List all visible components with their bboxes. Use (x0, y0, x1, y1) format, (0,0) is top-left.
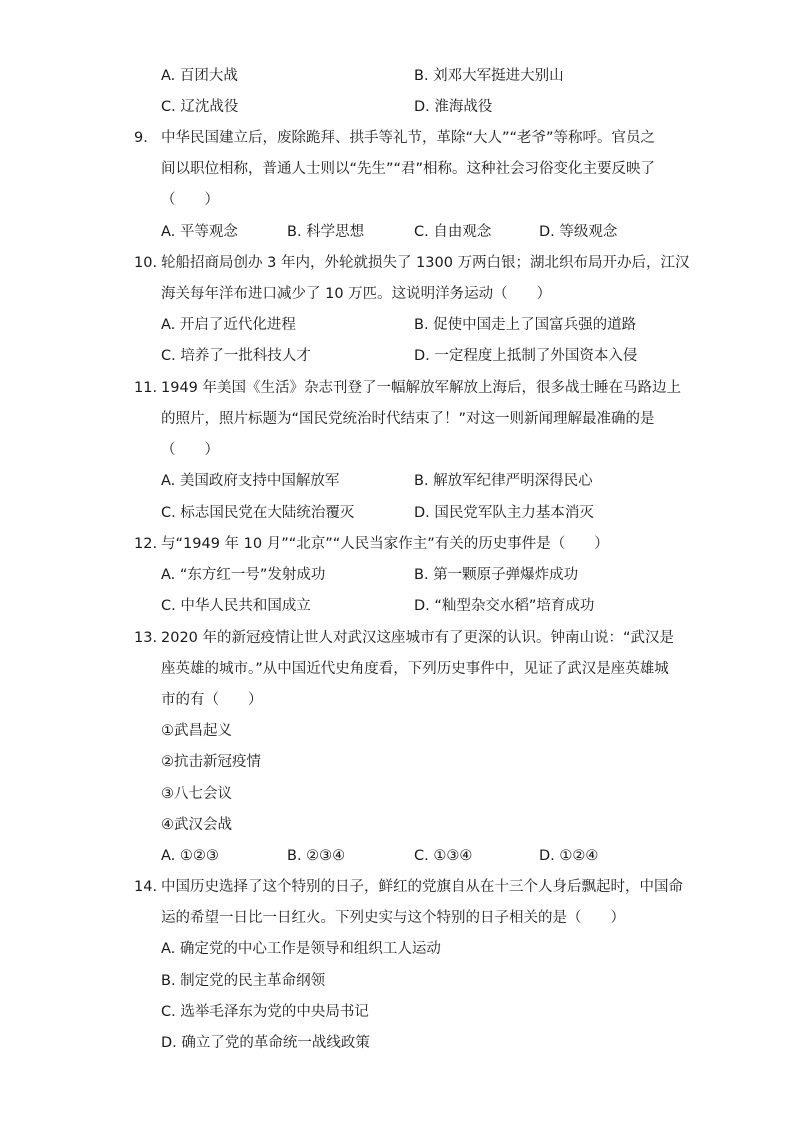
option-c[interactable]: C. 培养了一批科技人才 (161, 348, 311, 364)
option-b[interactable]: B. 科学思想 (287, 224, 365, 240)
question-text-line: 的照片，照片标题为“国民党统治时代结束了！”对这一则新闻理解最准确的是 (161, 411, 655, 427)
question-text-line: 市的有（ ） (161, 692, 263, 708)
option-a[interactable]: A. ①②③ (161, 848, 219, 864)
question-number: 12. (134, 536, 158, 552)
question-text-line: 中华民国建立后，废除跪拜、拱手等礼节，革除“大人”“老爷”等称呼。官员之 (161, 130, 656, 146)
question-number: 10. (134, 255, 158, 271)
option-a[interactable]: A. 确定党的中心工作是领导和组织工人运动 (161, 941, 441, 957)
question-number: 13. (134, 630, 158, 646)
option-c[interactable]: C. 标志国民党在大陆统治覆灭 (161, 505, 355, 521)
list-item: ③八七会议 (161, 786, 232, 802)
option-b[interactable]: B. 促使中国走上了国富兵强的道路 (414, 317, 637, 333)
option-d[interactable]: D. 一定程度上抵制了外国资本入侵 (414, 348, 638, 364)
question-text-line: 运的希望一日比一日红火。下列史实与这个特别的日子相关的是（ ） (161, 910, 625, 926)
option-c[interactable]: C. ①③④ (414, 848, 473, 864)
answer-blank: （ ） (161, 442, 219, 458)
option-b[interactable]: B. 解放军纪律严明深得民心 (414, 473, 593, 489)
option-d[interactable]: D. 淮海战役 (414, 99, 493, 115)
option-d[interactable]: D. 确立了党的革命统一战线政策 (161, 1035, 370, 1051)
option-b[interactable]: B. 刘邓大军挺进大别山 (414, 68, 564, 84)
question-text-line: 海关每年洋布进口减少了 10 万匹。这说明洋务运动（ ） (161, 286, 552, 302)
option-d[interactable]: D. 国民党军队主力基本消灭 (414, 505, 594, 521)
option-a[interactable]: A. 开启了近代化进程 (161, 317, 296, 333)
question-number: 14. (134, 879, 158, 895)
question-text-line: 座英雄的城市。”从中国近代史角度看，下列历史事件中，见证了武汉是座英雄城 (161, 661, 669, 677)
question-text-line: 1949 年美国《生活》杂志刊登了一幅解放军解放上海后，很多战士睡在马路边上 (161, 380, 682, 396)
list-item: ②抗击新冠疫情 (161, 754, 261, 770)
option-a[interactable]: A. “东方红一号”发射成功 (161, 567, 326, 583)
list-item: ④武汉会战 (161, 817, 232, 833)
option-d[interactable]: D. 等级观念 (539, 224, 618, 240)
option-a[interactable]: A. 平等观念 (161, 224, 238, 240)
option-a[interactable]: A. 百团大战 (161, 68, 238, 84)
option-c[interactable]: C. 中华人民共和国成立 (161, 598, 311, 614)
question-text-line: 轮船招商局创办 3 年内，外轮就损失了 1300 万两白银；湖北织布局开办后，江汉 (161, 255, 690, 271)
question-text-line: 2020 年的新冠疫情让世人对武汉这座城市有了更深的认识。钟南山说：“武汉是 (161, 630, 675, 646)
question-number: 9. (134, 130, 148, 146)
option-a[interactable]: A. 美国政府支持中国解放军 (161, 473, 340, 489)
option-b[interactable]: B. ②③④ (287, 848, 346, 864)
question-text-line: 与“1949 年 10 月”“北京”“人民当家作主”有关的历史事件是（ ） (161, 536, 609, 552)
option-b[interactable]: B. 第一颗原子弹爆炸成功 (414, 567, 579, 583)
option-d[interactable]: D. ①②④ (539, 848, 599, 864)
option-c[interactable]: C. 选举毛泽东为党的中央局书记 (161, 1004, 369, 1020)
option-c[interactable]: C. 自由观念 (414, 224, 492, 240)
answer-blank: （ ） (161, 192, 219, 208)
option-b[interactable]: B. 制定党的民主革命纲领 (161, 973, 326, 989)
list-item: ①武昌起义 (161, 723, 232, 739)
question-text-line: 间以职位相称，普通人士则以“先生”“君”相称。这种社会习俗变化主要反映了 (161, 161, 656, 177)
question-text-line: 中国历史选择了这个特别的日子，鲜红的党旗自从在十三个人身后飘起时，中国命 (161, 879, 683, 895)
question-number: 11. (134, 380, 158, 396)
option-d[interactable]: D. “籼型杂交水稻”培育成功 (414, 598, 595, 614)
option-c[interactable]: C. 辽沈战役 (161, 99, 239, 115)
